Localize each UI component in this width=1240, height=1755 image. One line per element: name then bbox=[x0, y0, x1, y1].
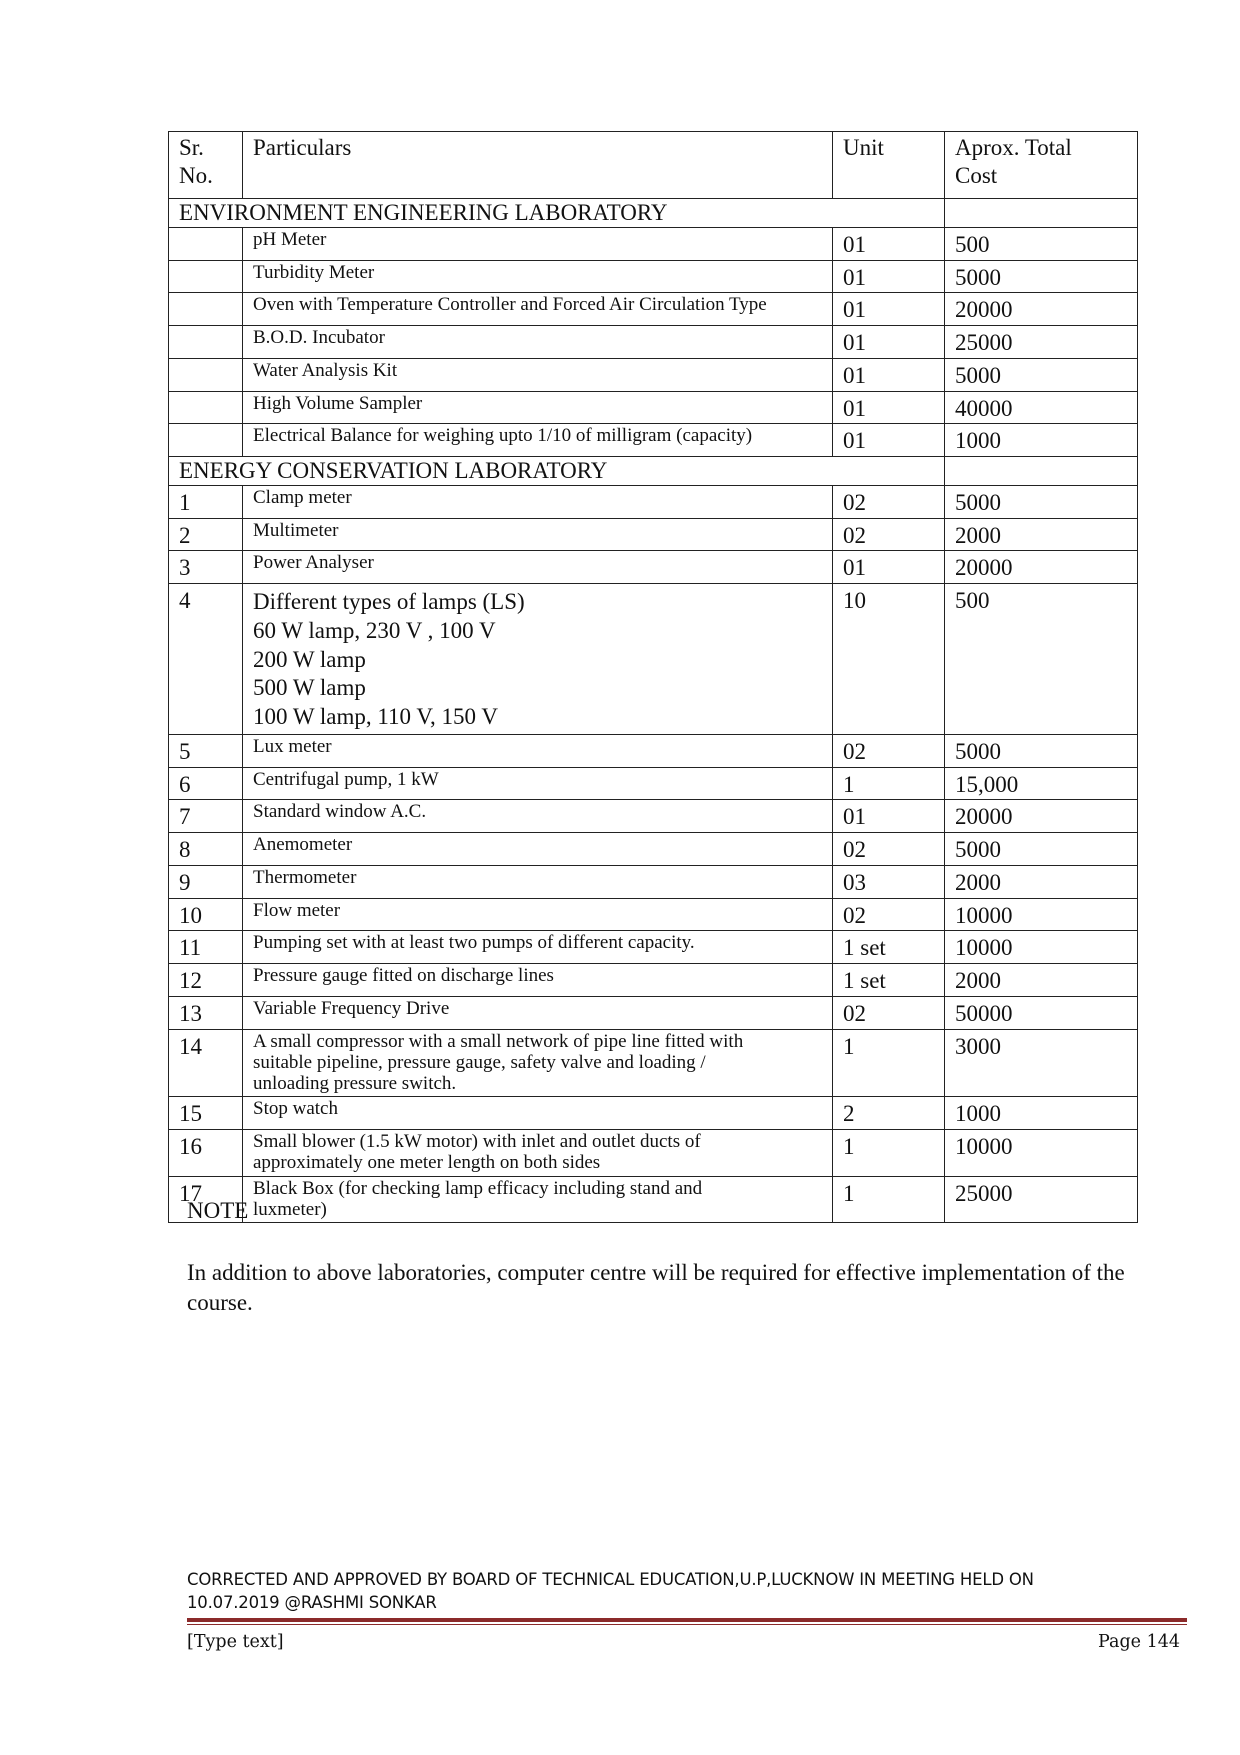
header-sr-no: Sr. No. bbox=[169, 132, 243, 199]
particulars-line: Stop watch bbox=[253, 1098, 338, 1120]
cell-sr-no bbox=[169, 260, 243, 293]
particulars-line: Variable Frequency Drive bbox=[253, 997, 450, 1019]
cell-unit: 1 bbox=[833, 1029, 945, 1097]
cell-sr-no: 15 bbox=[169, 1097, 243, 1130]
table-row bbox=[169, 996, 1138, 1029]
cell-cost: 1000 bbox=[945, 424, 1138, 457]
footer-divider-thick bbox=[187, 1618, 1187, 1622]
table-row bbox=[169, 865, 1138, 898]
cell-cost: 15,000 bbox=[945, 767, 1138, 800]
table-row bbox=[169, 391, 1138, 424]
cell-particulars bbox=[243, 1029, 833, 1097]
cell-particulars bbox=[243, 227, 833, 260]
cell-unit: 02 bbox=[833, 898, 945, 931]
particulars-line: Centrifugal pump, 1 kW bbox=[253, 768, 439, 790]
cell-unit: 01 bbox=[833, 391, 945, 424]
particulars-line: Oven with Temperature Controller and Forced Air Circulation Type bbox=[253, 294, 767, 316]
cell-sr-no: 10 bbox=[169, 898, 243, 931]
particulars-line: 100 W lamp, 110 V, 150 V bbox=[253, 704, 498, 730]
table-row bbox=[169, 734, 1138, 767]
cell-unit: 01 bbox=[833, 800, 945, 833]
cell-particulars bbox=[243, 1097, 833, 1130]
cell-unit: 01 bbox=[833, 227, 945, 260]
cell-particulars bbox=[243, 391, 833, 424]
cell-cost: 500 bbox=[945, 227, 1138, 260]
cell-cost: 5000 bbox=[945, 833, 1138, 866]
cell-sr-no bbox=[169, 326, 243, 359]
particulars-line: Flow meter bbox=[253, 899, 341, 921]
header-cost: Aprox. Total Cost bbox=[945, 132, 1138, 199]
cell-unit: 1 bbox=[833, 1130, 945, 1177]
cell-cost: 5000 bbox=[945, 734, 1138, 767]
cell-unit: 01 bbox=[833, 358, 945, 391]
note-text: In addition to above laboratories, computer centre will be required for effective implementation of the course. bbox=[187, 1260, 1125, 1315]
footer-divider bbox=[187, 1618, 1187, 1626]
particulars-line: 200 W lamp bbox=[253, 646, 366, 672]
cell-particulars bbox=[243, 1176, 833, 1223]
particulars-line: Anemometer bbox=[253, 834, 353, 856]
cell-sr-no: 5 bbox=[169, 734, 243, 767]
particulars-line: B.O.D. Incubator bbox=[253, 327, 385, 349]
table-row bbox=[169, 964, 1138, 997]
particulars-line: Thermometer bbox=[253, 866, 357, 888]
cell-cost: 25000 bbox=[945, 1176, 1138, 1223]
cell-sr-no: 2 bbox=[169, 518, 243, 551]
table-row bbox=[169, 1097, 1138, 1130]
table-header-row bbox=[169, 132, 1138, 199]
cell-unit: 01 bbox=[833, 293, 945, 326]
particulars-line: approximately one meter length on both sides bbox=[253, 1152, 601, 1174]
cell-particulars bbox=[243, 996, 833, 1029]
particulars-line: A small compressor with a small network of pipe line fitted with bbox=[253, 1030, 744, 1052]
cell-particulars bbox=[243, 931, 833, 964]
footer-approval-line: CORRECTED AND APPROVED BY BOARD OF TECHNICAL EDUCATION,U.P,LUCKNOW IN MEETING HELD ON bbox=[187, 1570, 1034, 1589]
cell-sr-no bbox=[169, 358, 243, 391]
footer-approval-line: 10.07.2019 @RASHMI SONKAR bbox=[187, 1592, 437, 1612]
particulars-line: Standard window A.C. bbox=[253, 801, 427, 823]
particulars-line: 500 W lamp bbox=[253, 675, 366, 701]
cell-particulars bbox=[243, 898, 833, 931]
section-header-row bbox=[169, 457, 1138, 486]
cell-unit: 01 bbox=[833, 551, 945, 584]
table-row bbox=[169, 293, 1138, 326]
cell-cost: 2000 bbox=[945, 518, 1138, 551]
cell-sr-no: 14 bbox=[169, 1029, 243, 1097]
table-row bbox=[169, 227, 1138, 260]
cell-particulars bbox=[243, 1130, 833, 1177]
footer-divider-thin bbox=[187, 1624, 1187, 1625]
cell-unit: 03 bbox=[833, 865, 945, 898]
cell-particulars bbox=[243, 424, 833, 457]
cell-sr-no: 9 bbox=[169, 865, 243, 898]
table-row bbox=[169, 326, 1138, 359]
cell-sr-no: 4 bbox=[169, 584, 243, 735]
note-heading: NOTE bbox=[187, 1198, 249, 1223]
table-row bbox=[169, 424, 1138, 457]
particulars-line: Water Analysis Kit bbox=[253, 359, 398, 381]
particulars-line: Clamp meter bbox=[253, 486, 352, 508]
table-row bbox=[169, 584, 1138, 735]
cell-cost: 20000 bbox=[945, 551, 1138, 584]
table-body bbox=[169, 199, 1138, 1223]
particulars-line: High Volume Sampler bbox=[253, 392, 423, 414]
particulars-line: Different types of lamps (LS) bbox=[253, 589, 525, 615]
table-row bbox=[169, 767, 1138, 800]
section-title: ENERGY CONSERVATION LABORATORY bbox=[169, 457, 945, 486]
cell-particulars bbox=[243, 833, 833, 866]
cell-unit: 02 bbox=[833, 518, 945, 551]
cell-cost: 3000 bbox=[945, 1029, 1138, 1097]
page-number: Page 144 bbox=[1098, 1632, 1180, 1652]
particulars-line: Electrical Balance for weighing upto 1/10 of milligram (capacity) bbox=[253, 425, 753, 447]
cell-sr-no bbox=[169, 391, 243, 424]
cell-cost: 20000 bbox=[945, 293, 1138, 326]
cell-particulars bbox=[243, 326, 833, 359]
cell-sr-no: 7 bbox=[169, 800, 243, 833]
cell-particulars bbox=[243, 293, 833, 326]
cell-cost: 5000 bbox=[945, 358, 1138, 391]
cell-sr-no: 11 bbox=[169, 931, 243, 964]
particulars-line: Power Analyser bbox=[253, 552, 374, 574]
table-row bbox=[169, 260, 1138, 293]
cell-cost: 10000 bbox=[945, 898, 1138, 931]
cell-sr-no bbox=[169, 227, 243, 260]
cell-unit: 02 bbox=[833, 996, 945, 1029]
equipment-table bbox=[168, 131, 1138, 1223]
section-title: ENVIRONMENT ENGINEERING LABORATORY bbox=[169, 199, 945, 228]
cell-unit: 1 bbox=[833, 1176, 945, 1223]
header-particulars: Particulars bbox=[243, 132, 833, 199]
cell-particulars bbox=[243, 734, 833, 767]
cell-particulars bbox=[243, 485, 833, 518]
table-row bbox=[169, 485, 1138, 518]
particulars-line: Multimeter bbox=[253, 519, 339, 541]
cell-cost: 2000 bbox=[945, 865, 1138, 898]
particulars-line: 60 W lamp, 230 V , 100 V bbox=[253, 617, 496, 643]
cell-unit: 02 bbox=[833, 485, 945, 518]
particulars-line: unloading pressure switch. bbox=[253, 1073, 457, 1095]
cell-cost: 1000 bbox=[945, 1097, 1138, 1130]
cell-particulars bbox=[243, 518, 833, 551]
table-row bbox=[169, 931, 1138, 964]
cell-particulars bbox=[243, 865, 833, 898]
cell-sr-no: 13 bbox=[169, 996, 243, 1029]
section-empty-cell bbox=[945, 199, 1138, 228]
cell-unit: 01 bbox=[833, 424, 945, 457]
cell-particulars bbox=[243, 260, 833, 293]
particulars-line: Pressure gauge fitted on discharge lines bbox=[253, 965, 554, 987]
cell-particulars bbox=[243, 358, 833, 391]
table-row bbox=[169, 518, 1138, 551]
cell-unit: 01 bbox=[833, 326, 945, 359]
cell-cost: 25000 bbox=[945, 326, 1138, 359]
particulars-line: luxmeter) bbox=[253, 1198, 327, 1220]
cell-sr-no: 17 bbox=[169, 1176, 243, 1223]
particulars-line: Pumping set with at least two pumps of different capacity. bbox=[253, 932, 695, 954]
cell-unit: 10 bbox=[833, 584, 945, 735]
cell-unit: 01 bbox=[833, 260, 945, 293]
cell-cost: 500 bbox=[945, 584, 1138, 735]
cell-unit: 1 set bbox=[833, 931, 945, 964]
cell-particulars bbox=[243, 800, 833, 833]
cell-particulars bbox=[243, 584, 833, 735]
cell-cost: 5000 bbox=[945, 260, 1138, 293]
particulars-line: Black Box (for checking lamp efficacy including stand and bbox=[253, 1177, 703, 1199]
table-row bbox=[169, 1176, 1138, 1223]
cell-sr-no: 8 bbox=[169, 833, 243, 866]
table-row bbox=[169, 1029, 1138, 1097]
cell-sr-no: 16 bbox=[169, 1130, 243, 1177]
particulars-line: pH Meter bbox=[253, 228, 327, 250]
table-row bbox=[169, 1130, 1138, 1177]
cell-cost: 20000 bbox=[945, 800, 1138, 833]
cell-particulars bbox=[243, 551, 833, 584]
footer-approval-text bbox=[187, 1569, 1187, 1615]
particulars-line: Turbidity Meter bbox=[253, 261, 375, 283]
header-unit: Unit bbox=[833, 132, 945, 199]
cell-unit: 1 set bbox=[833, 964, 945, 997]
footer-left-text: [Type text] bbox=[187, 1632, 284, 1652]
table-row bbox=[169, 358, 1138, 391]
cell-unit: 1 bbox=[833, 767, 945, 800]
particulars-line: Lux meter bbox=[253, 735, 332, 757]
cell-particulars bbox=[243, 767, 833, 800]
table-row bbox=[169, 833, 1138, 866]
section-header-row bbox=[169, 199, 1138, 228]
cell-sr-no bbox=[169, 424, 243, 457]
cell-unit: 2 bbox=[833, 1097, 945, 1130]
cell-cost: 10000 bbox=[945, 1130, 1138, 1177]
table-row bbox=[169, 551, 1138, 584]
table-row bbox=[169, 898, 1138, 931]
cell-unit: 02 bbox=[833, 734, 945, 767]
cell-sr-no bbox=[169, 293, 243, 326]
cell-cost: 5000 bbox=[945, 485, 1138, 518]
cell-sr-no: 1 bbox=[169, 485, 243, 518]
cell-unit: 02 bbox=[833, 833, 945, 866]
cell-particulars bbox=[243, 964, 833, 997]
cell-cost: 2000 bbox=[945, 964, 1138, 997]
cell-cost: 50000 bbox=[945, 996, 1138, 1029]
particulars-line: suitable pipeline, pressure gauge, safety valve and loading / bbox=[253, 1051, 706, 1073]
section-empty-cell bbox=[945, 457, 1138, 486]
table-row bbox=[169, 800, 1138, 833]
cell-sr-no: 12 bbox=[169, 964, 243, 997]
equipment-table-container bbox=[168, 131, 1137, 1223]
particulars-line: Small blower (1.5 kW motor) with inlet and outlet ducts of bbox=[253, 1131, 701, 1153]
cell-cost: 40000 bbox=[945, 391, 1138, 424]
cell-sr-no: 3 bbox=[169, 551, 243, 584]
cell-cost: 10000 bbox=[945, 931, 1138, 964]
cell-sr-no: 6 bbox=[169, 767, 243, 800]
